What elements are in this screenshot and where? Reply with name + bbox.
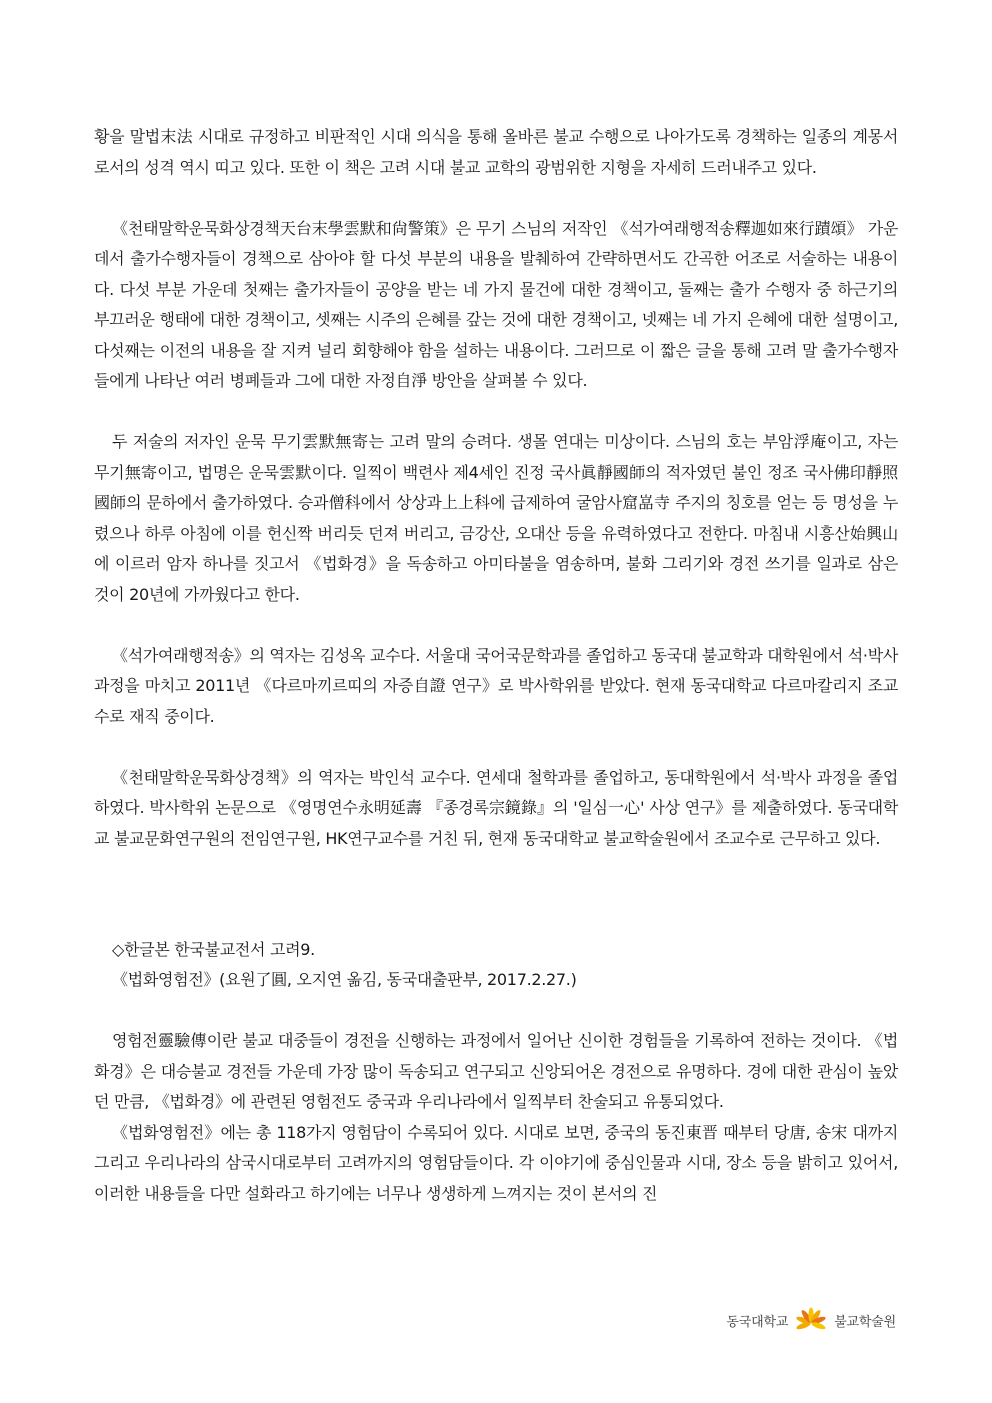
footer-logo <box>726 1305 896 1335</box>
paragraph-gap <box>94 397 898 428</box>
book-series-line: ◇한글본 한국불교전서 고려9. <box>112 939 315 959</box>
body-paragraph: 두 저술의 저자인 운묵 무기雲默無寄는 고려 말의 승려다. 생몰 연대는 미상이다. 스님의 호는 부암浮庵이고, 자는 무기無寄이고, 법명은 운묵雲默이다. 일찍이 백련사 제4세인 진정 국사眞靜國師의 적자였던 불인 정조 국사佛印靜照國師의 문하에서 출가하였다. 승과僧科에서 상상과上上科에 급제하여 굴암사窟嵓寺 주지의 칭호를 얻는 등 명성을 누렸으나 하루 아침에 이를 헌신짝 버리듯 던져 버리고, 금강산, 오대산 등을 유력하였다고 전한다. 마침내 시흥산始興山에 이르러 암자 하나를 짓고서 《법화경》을 독송하고 아미타불을 염송하며, 불화 그리기와 경전 쓰기를 일과로 삼은 것이 20년에 가까웠다고 한다. <box>94 432 898 604</box>
body-paragraph: 《법화영험전》에는 총 118가지 영험담이 수록되어 있다. 시대로 보면, 중국의 동진東晋 때부터 당唐, 송宋 대까지 그리고 우리나라의 삼국시대로부터 고려까지의 영험담들이다. 각 이야기에 중심인물과 시대, 장소 등을 밝히고 있어서, 이러한 내용들을 다만 설화라고 하기에는 너무나 생생하게 느껴지는 것이 본서의 진 <box>94 1122 898 1203</box>
body-paragraph: 《천태말학운묵화상경책》의 역자는 박인석 교수다. 연세대 철학과를 졸업하고, 동대학원에서 석·박사 과정을 졸업하였다. 박사학위 논문으로 《영명연수永明延壽 『종경록宗鏡錄』의 '일심一心' 사상 연구》를 제출하였다. 동국대학교 불교문화연구원의 전임연구원, HK연구교수를 거친 뒤, 현재 동국대학교 불교학술원에서 조교수로 근무하고 있다. <box>94 767 898 848</box>
university-name: 동국대학교 <box>726 1314 789 1330</box>
body-paragraph: 《석가여래행적송》의 역자는 김성옥 교수다. 서울대 국어국문학과를 졸업하고 동국대 불교학과 대학원에서 석·박사 과정을 마치고 2011년 《다르마끼르띠의 자증自證 연구》로 박사학위를 받았다. 현재 동국대학교 다르마칼리지 조교수로 재직 중이다. <box>94 645 899 726</box>
paragraph-gap <box>94 183 898 214</box>
book-info <box>94 935 898 996</box>
section-gap <box>94 904 898 935</box>
body-paragraph: 영험전靈驗傳이란 불교 대중들이 경전을 신행하는 과정에서 일어난 신이한 경험들을 기록하여 전하는 것이다. 《법화경》은 대승불교 경전들 가운데 가장 많이 독송되고 연구되고 신앙되어온 경전으로 유명하다. 경에 대한 관심이 높았던 만큼, 《법화경》에 관련된 영험전도 중국과 우리나라에서 일찍부터 찬술되고 유통되었다. <box>94 1031 898 1111</box>
institute-name: 불교학술원 <box>834 1314 896 1330</box>
paragraph-gap <box>94 732 898 763</box>
body-paragraph: 황을 말법末法 시대로 규정하고 비판적인 시대 의식을 통해 올바른 불교 수행으로 나아가도록 경책하는 일종의 계몽서로서의 성격 역시 띠고 있다. 또한 이 책은 고려 시대 불교 교학의 광범위한 지형을 자세히 드러내주고 있다. <box>94 127 898 177</box>
lotus-logo-icon <box>794 1305 828 1335</box>
document-body <box>94 122 898 1209</box>
paragraph-gap <box>94 996 898 1027</box>
body-paragraph: 《천태말학운묵화상경책天台末學雲默和尙警策》은 무기 스님의 저작인 《석가여래행적송釋迦如來行蹟頌》 가운데서 출가수행자들이 경책으로 삼아야 할 다섯 부분의 내용을 발췌하여 간략하면서도 간곡한 어조로 서술하는 내용이다. 다섯 부분 가운데 첫째는 출가자들이 공양을 받는 네 가지 물건에 대한 경책이고, 둘째는 출가 수행자 중 하근기의 부끄러운 행태에 대한 경책이고, 셋째는 시주의 은혜를 갚는 것에 대한 경책이고, 넷째는 네 가지 은혜에 대한 설명이고, 다섯째는 이전의 내용을 잘 지켜 널리 회향해야 함을 설하는 내용이다. 그러므로 이 짧은 글을 통해 고려 말 출가수행자들에게 나타난 여러 병폐들과 그에 대한 자정自淨 방안을 살펴볼 수 있다. <box>94 218 898 390</box>
section-gap <box>94 854 898 904</box>
paragraph-gap <box>94 610 898 641</box>
book-title-line: 《법화영험전》(요원了圓, 오지연 옮김, 동국대출판부, 2017.2.27.) <box>112 970 577 989</box>
